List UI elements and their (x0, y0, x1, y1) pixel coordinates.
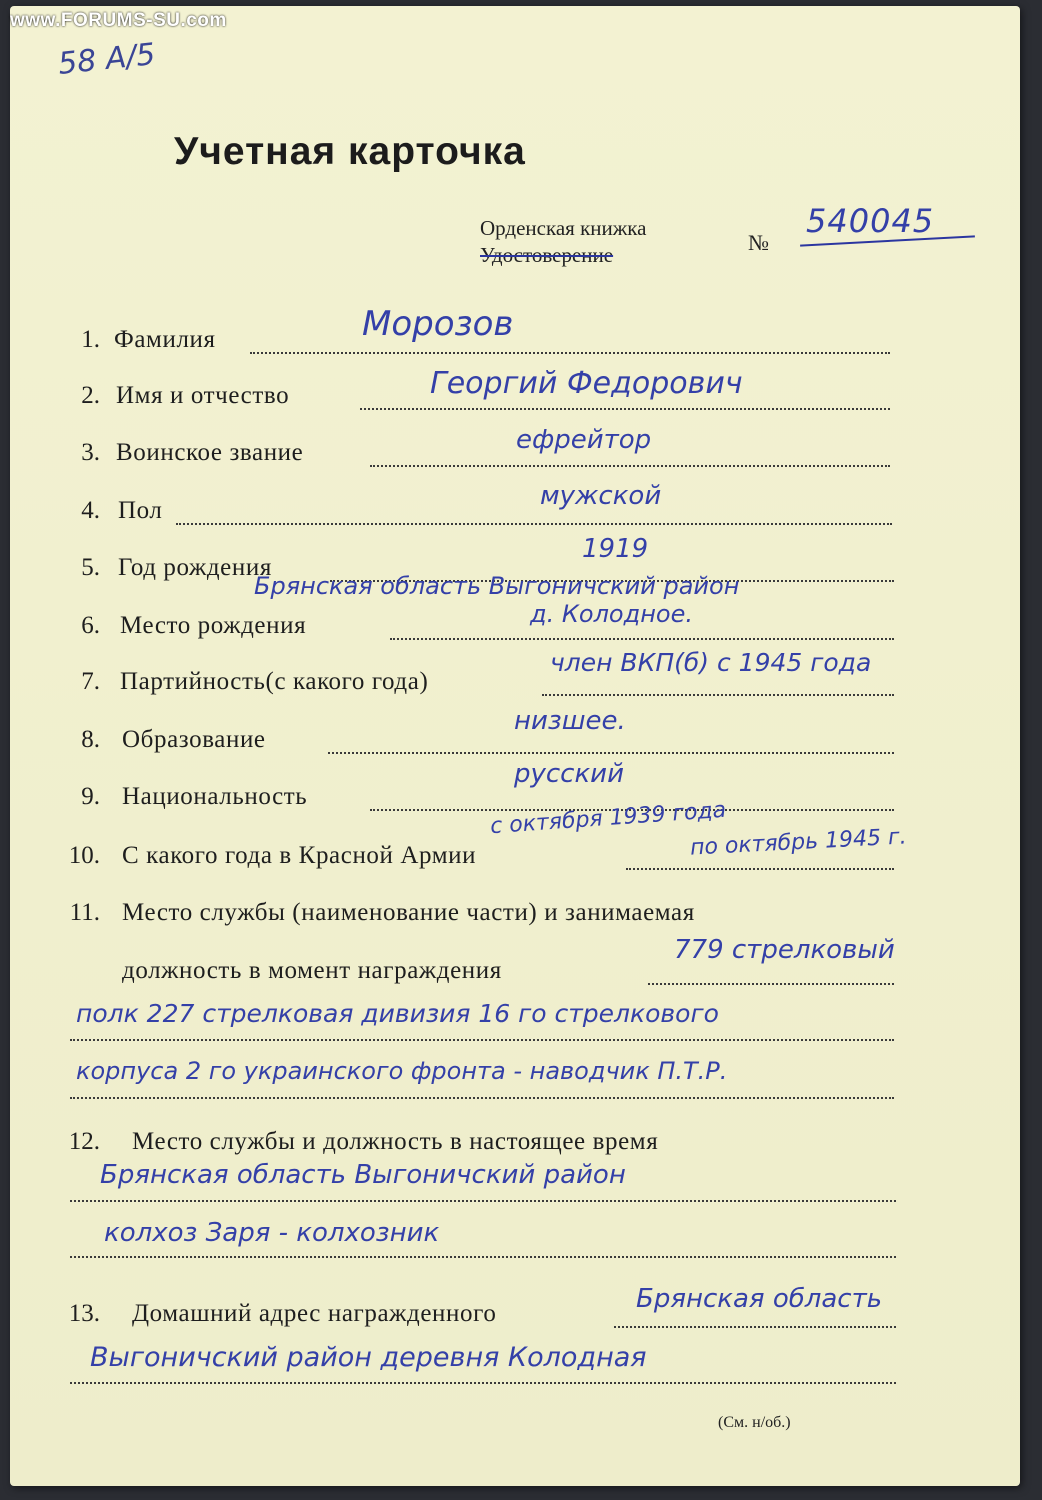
field-number: 8. (81, 726, 100, 753)
field-line (390, 638, 894, 640)
field-label: Место службы (наименование части) и занимаемая (122, 899, 695, 926)
field-value-line1: Брянская область Выгоничский район (254, 572, 740, 600)
document-type (480, 216, 646, 268)
field-number: 5. (81, 554, 100, 581)
page-title: Учетная карточка (174, 130, 526, 173)
field-line (360, 408, 890, 410)
field-line (176, 523, 892, 525)
field-value: Морозов (362, 304, 514, 344)
doc-type-order-book: Орденская книжка (480, 216, 647, 240)
field-number: 2. (81, 382, 100, 409)
field-value: мужской (540, 481, 662, 511)
footer-note: (См. н/об.) (718, 1414, 791, 1431)
registration-card (10, 6, 1020, 1486)
field-line (70, 1382, 896, 1384)
watermark: www.FORUMS-SU.com (10, 10, 227, 31)
field-line (648, 983, 894, 985)
field-label: Партийность(с какого года) (120, 668, 429, 695)
doc-type-certificate-crossed: Удостоверение (480, 243, 614, 267)
field-label: Имя и отчество (116, 382, 290, 409)
field-number: 12. (68, 1128, 100, 1155)
field-value-line3: корпуса 2 го украинского фронта - наводчик П.Т.Р. (76, 1057, 728, 1085)
field-value: низшее. (514, 706, 626, 736)
field-value-line1: с октября 1939 года (489, 797, 727, 840)
field-label-line2: должность в момент награждения (122, 957, 502, 984)
field-value-line2: полк 227 стрелковая дивизия 16 го стрелкового (76, 999, 719, 1028)
field-label: Место рождения (120, 612, 307, 639)
document-number: 540045 (806, 202, 935, 240)
field-number: 4. (81, 497, 100, 524)
field-label: Национальность (122, 783, 308, 810)
field-line (328, 752, 894, 754)
field-label: Воинское звание (116, 439, 304, 466)
archive-mark: 58 А/5 (56, 37, 157, 82)
field-value: ефрейтор (516, 425, 652, 455)
field-line (70, 1200, 896, 1202)
field-value: 779 стрелковый (674, 935, 895, 965)
field-line (626, 868, 894, 870)
field-line (70, 1097, 894, 1099)
field-label: Фамилия (114, 326, 216, 353)
field-line (614, 1326, 896, 1328)
field-label: Домашний адрес награжденного (132, 1300, 497, 1327)
field-line (542, 694, 894, 696)
field-number: 9. (81, 783, 100, 810)
field-number: 1. (81, 326, 100, 353)
field-label: Пол (118, 497, 163, 524)
field-number: 3. (81, 439, 100, 466)
field-value: член ВКП(б) с 1945 года (550, 648, 872, 677)
field-value: Брянская область (636, 1284, 883, 1314)
field-value-line3: колхоз Заря - колхозник (104, 1218, 440, 1248)
field-number: 7. (81, 668, 100, 695)
field-label: Год рождения (118, 554, 272, 581)
field-value: д. Колодное. (530, 600, 693, 628)
field-value-line2: Выгоничский район деревня Колодная (90, 1342, 647, 1373)
field-line (370, 465, 890, 467)
field-line (70, 1039, 894, 1041)
field-label: С какого года в Красной Армии (122, 842, 477, 869)
number-sign: № (748, 230, 769, 255)
field-value: русский (514, 759, 624, 789)
field-value: 1919 (582, 534, 649, 564)
field-line (70, 1256, 896, 1258)
field-value: Георгий Федорович (430, 366, 743, 401)
field-number: 13. (68, 1300, 100, 1327)
field-number: 10. (68, 842, 100, 869)
field-line (250, 352, 890, 354)
field-number: 11. (69, 899, 100, 926)
field-label: Место службы и должность в настоящее время (132, 1128, 659, 1155)
field-value: по октябрь 1945 г. (689, 824, 908, 861)
field-label: Образование (122, 726, 266, 753)
field-value-line2: Брянская область Выгоничский район (100, 1160, 626, 1190)
field-number: 6. (81, 612, 100, 639)
